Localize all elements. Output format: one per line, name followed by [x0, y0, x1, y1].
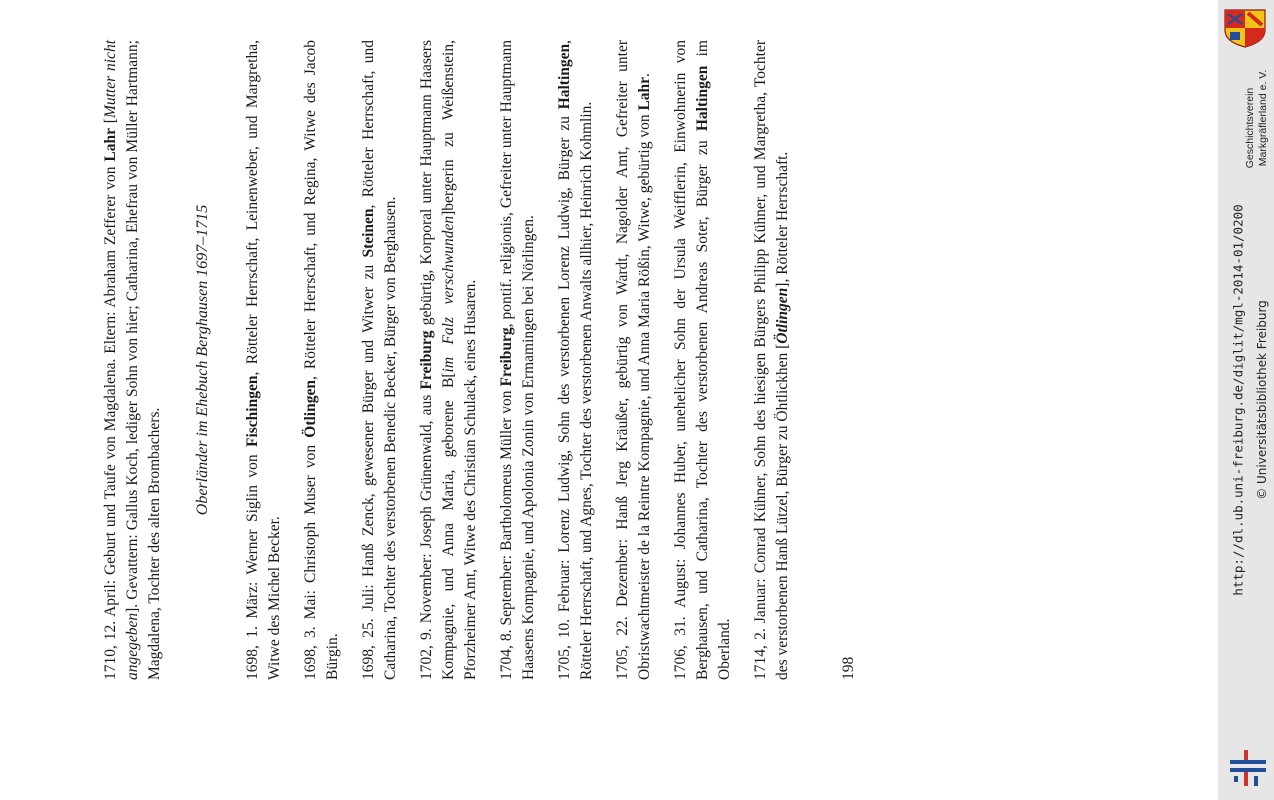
ub-freiburg-logo-icon: [1228, 746, 1268, 790]
entry-1714: 1714, 2. Januar: Conrad Kühner, Sohn des hiesigen Bürgers Philipp Kühner, und Margretha, Tochter des verstorbenen Hanß Lützel, Bürger zu Öhtlickhen [Ötlingen], Rötteler Herrschaft.: [752, 40, 791, 680]
document-page: [100, 40, 1120, 680]
page-number: 198: [840, 656, 857, 680]
entry-1705-februar: 1705, 10. Februar: Lorenz Ludwig, Sohn des verstorbenen Lorenz Ludwig, Bürger zu Haltingen, Rötteler Herrschaft, und Agnes, Tochter des verstorbenen Anwalts allhier, Heinrich Kohmlin.: [556, 40, 595, 680]
entry-1710: 1710, 12. April: Geburt und Taufe von Magdalena. Eltern: Abraham Zefferer von Lahr [Mutter nicht angegeben]. Gevattern: Gallus Koch, lediger Sohn von hier; Catharina, Ehefrau von Müller Hartmann; Magdalena, Tochter des alten Brombachers.: [102, 40, 163, 680]
entry-1698-juli: 1698, 25. Juli: Hanß Zenck, gewesener Bürger und Witwer zu Steinen, Rötteler Herrschaft, und Catharina, Tochter des verstorbenen Benedic Becker, Bürger von Berghausen.: [360, 40, 399, 680]
entry-1702: 1702, 9. November: Joseph Grünenwald, aus Freiburg gebürtig, Korporal unter Hauptmann Haasers Kompagnie, und Anna Maria, geborene B[im Falz verschwunden]bergerin zu Weißenstein, Pforzheimer Amt, Witwe des Christian Schulack, eines Husaren.: [418, 40, 479, 680]
entry-1705-dezember: 1705, 22. Dezember: Hanß Jerg Kräußer, gebürtig von Wardt, Nagolder Amt, Gefreiter unter Obristwachtmeister de la Reintre Kompagnie, und Anna Maria Rößin, Witwe, gebürtig von Lahr.: [614, 40, 653, 680]
entry-1706: 1706, 31. August: Johannes Huber, unehelicher Sohn der Ursula Weifflerin, Einwohnerin von Berghausen, und Catharina, Tochter des verstorbenen Andreas Soter, Bürger zu Haltingen im Oberland.: [672, 40, 733, 680]
source-url-link[interactable]: http://dl.ub.uni-freiburg.de/diglit/mgl-2014-01/0200: [1230, 204, 1246, 596]
entry-1704: 1704, 8. September: Bartholomeus Müller von Freiburg, pontif. religionis, Gefreiter unter Hauptmann Haasens Kompagnie, und Apolonia Zonin von Ermamingen bei Nörlingen.: [498, 40, 537, 680]
entry-1698-maerz: 1698, 1. März: Werner Siglin von Fischingen, Rötteler Herrschaft, Leinenweber, und Margretha, Witwe des Michel Becker.: [244, 40, 283, 680]
entry-1698-mai: 1698, 3. Mai: Christoph Muser von Ötlingen, Rötteler Herrschaft, und Regina, Witwe des Jacob Bürgin.: [302, 39, 341, 680]
copyright-text: © Universitätsbibliothek Freiburg: [1255, 300, 1269, 500]
section-heading: Oberländer im Ehebuch Berghausen 1697–1715: [194, 204, 211, 516]
coat-of-arms-icon: [1222, 8, 1268, 48]
org-name-line2: Markgräflerland e. V.: [1257, 69, 1269, 167]
org-name-line1: Geschichtsverein: [1244, 87, 1256, 169]
